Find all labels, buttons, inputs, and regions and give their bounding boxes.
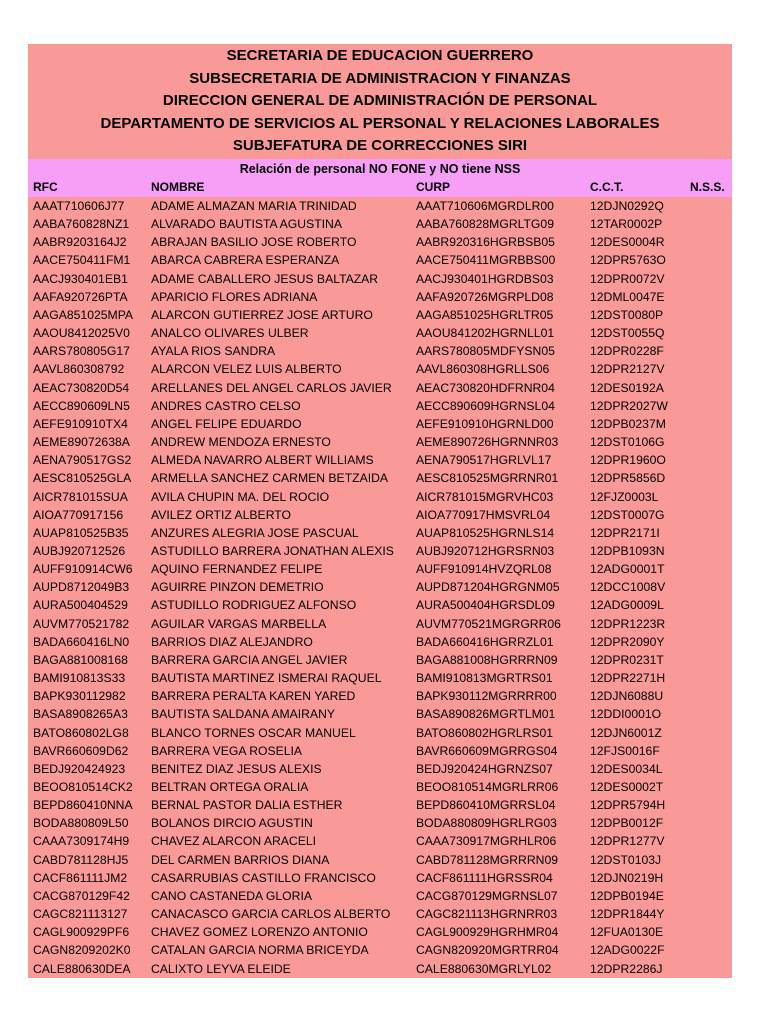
column-header-rfc: RFC [33, 180, 58, 194]
table-row [28, 451, 732, 469]
header-line-2: SUBSECRETARIA DE ADMINISTRACION Y FINANZAS [189, 69, 571, 87]
nombre-cell: ASTUDILLO BARRERA JONATHAN ALEXIS [151, 543, 394, 558]
curp-cell: AUVM770521MGRGRR06 [416, 616, 561, 631]
curp-cell: AICR781015MGRVHC03 [416, 489, 554, 504]
nombre-cell: CHAVEZ ALARCON ARACELI [151, 834, 317, 849]
nombre-cell: BERNAL PASTOR DALIA ESTHER [151, 798, 343, 813]
curp-cell: BODA880809HGRLRG03 [416, 816, 557, 831]
table-row [28, 941, 732, 959]
rfc-cell: AEME89072638A [33, 435, 130, 450]
table-row [28, 851, 732, 869]
table-row [28, 560, 732, 578]
table-row [28, 742, 732, 760]
header-line-3: DIRECCION GENERAL DE ADMINISTRACIÓN DE PERSONAL [162, 92, 598, 110]
nombre-cell: AGUILAR VARGAS MARBELLA [151, 616, 327, 631]
table-row [28, 651, 732, 669]
cct-cell: 12DST0080P [590, 307, 664, 322]
rfc-cell: CAAA7309174H9 [33, 834, 130, 849]
curp-cell: AAFA920726MGRPLD08 [416, 289, 554, 304]
curp-cell: AENA790517HGRLVL17 [416, 453, 552, 468]
table-row [28, 814, 732, 832]
table-row [28, 633, 732, 651]
nombre-cell: CALIXTO LEYVA ELEIDE [151, 961, 291, 976]
nombre-cell: AVILA CHUPIN MA. DEL ROCIO [151, 489, 330, 504]
cct-cell: 12DPR1277V [590, 834, 665, 849]
cct-cell: 12DJN6088U [590, 689, 664, 704]
rfc-cell: BAGA881008168 [33, 652, 128, 667]
curp-cell: AAVL860308HGRLLS06 [416, 362, 550, 377]
curp-cell: CACF861111HGRSSR04 [416, 870, 553, 885]
nombre-cell: ARELLANES DEL ANGEL CARLOS JAVIER [151, 380, 392, 395]
rfc-cell: CACG870129F42 [33, 888, 130, 903]
table-row [28, 832, 732, 850]
rfc-cell: AUVM770521782 [33, 616, 130, 631]
rfc-cell: AAFA920726PTA [33, 289, 128, 304]
nombre-cell: ARMELLA SANCHEZ CARMEN BETZAIDA [151, 471, 389, 486]
rfc-cell: BASA8908265A3 [33, 707, 128, 722]
rfc-cell: BEOO810514CK2 [33, 780, 133, 794]
table-row [28, 542, 732, 560]
nombre-cell: BLANCO TORNES OSCAR MANUEL [151, 725, 356, 740]
column-header-curp: CURP [416, 180, 451, 194]
rfc-cell: AABA760828NZ1 [33, 217, 130, 232]
table-row [28, 887, 732, 905]
curp-cell: AARS780805MDFYSN05 [416, 344, 555, 359]
table-row [28, 615, 732, 633]
rfc-cell: AUPD8712049B3 [33, 580, 130, 595]
table-row [28, 705, 732, 723]
nombre-cell: ASTUDILLO RODRIGUEZ ALFONSO [151, 598, 357, 613]
cct-cell: 12DCC1008V [590, 580, 666, 595]
curp-cell: AABA760828MGRLTG09 [416, 217, 554, 232]
cct-cell: 12ADG0009L [590, 598, 664, 613]
table-row [28, 360, 732, 378]
nombre-cell: AYALA RIOS SANDRA [151, 344, 276, 359]
table-row [28, 778, 732, 796]
cct-cell: 12DPR2127V [590, 362, 665, 377]
rfc-cell: AACJ930401EB1 [33, 271, 128, 286]
cct-cell: 12DJN6001Z [590, 725, 662, 740]
curp-cell: BAGA881008HGRRRN09 [416, 652, 558, 667]
rfc-cell: AARS780805G17 [33, 344, 130, 359]
nombre-cell: AQUINO FERNANDEZ FELIPE [151, 562, 323, 577]
table-row [28, 960, 732, 978]
curp-cell: BAMI910813MGRTRS01 [416, 671, 553, 686]
nombre-cell: ANDRES CASTRO CELSO [151, 398, 301, 413]
curp-cell: AABR920316HGRBSB05 [416, 235, 555, 250]
cct-cell: 12DPR2090Y [590, 634, 665, 649]
rfc-cell: AURA500404529 [33, 598, 128, 613]
curp-cell: AAAT710606MGRDLR00 [416, 199, 554, 213]
nombre-cell: BAUTISTA MARTINEZ ISMERAI RAQUEL [151, 671, 382, 686]
nombre-cell: AVILEZ ORTIZ ALBERTO [151, 507, 291, 522]
cct-cell: 12DPR1844Y [590, 907, 665, 922]
column-header-nss: N.S.S. [690, 180, 725, 194]
cct-cell: 12DPR5763O [590, 253, 666, 268]
cct-cell: 12DPR0228F [590, 344, 664, 359]
cct-cell: 12DPB0012F [590, 816, 664, 831]
cct-cell: 12TAR0002P [590, 217, 663, 232]
table-row [28, 288, 732, 306]
cct-cell: 12DPR5794H [590, 798, 666, 813]
nombre-cell: ANZURES ALEGRIA JOSE PASCUAL [151, 525, 359, 540]
curp-cell: AUBJ920712HGRSRN03 [416, 543, 555, 558]
rfc-cell: BAMI910813S33 [33, 671, 126, 686]
curp-cell: AEAC730820HDFRNR04 [416, 380, 555, 395]
rfc-cell: CALE880630DEA [33, 961, 131, 976]
nombre-cell: ANALCO OLIVARES ULBER [151, 326, 309, 341]
cct-cell: 12DDI0001O [590, 707, 662, 722]
table-row [28, 596, 732, 614]
nombre-cell: BELTRAN ORTEGA ORALIA [151, 780, 309, 794]
rfc-cell: AUFF910914CW6 [33, 562, 133, 577]
curp-cell: CAAA730917MGRHLR06 [416, 834, 557, 849]
curp-cell: AUAP810525HGRNLS14 [416, 525, 555, 540]
rfc-cell: AAGA851025MPA [33, 307, 134, 322]
nombre-cell: CHAVEZ GOMEZ LORENZO ANTONIO [151, 925, 368, 940]
table-row [28, 524, 732, 542]
rfc-cell: AECC890609LN5 [33, 398, 130, 413]
cct-cell: 12DPR1223R [590, 616, 666, 631]
curp-cell: CAGL900929HGRHMR04 [416, 925, 559, 940]
table-row [28, 724, 732, 742]
table-row [28, 215, 732, 233]
column-header-cct: C.C.T. [590, 180, 624, 194]
cct-cell: 12FJZ0003L [590, 489, 659, 504]
nombre-cell: CASARRUBIAS CASTILLO FRANCISCO [151, 870, 376, 885]
curp-cell: AEFE910910HGRNLD00 [416, 416, 554, 431]
cct-cell: 12DPR0231T [590, 652, 664, 667]
curp-cell: BAPK930112MGRRRR00 [416, 689, 557, 704]
nombre-cell: BARRERA VEGA ROSELIA [151, 743, 303, 758]
cct-cell: 12DPB1093N [590, 543, 665, 558]
curp-cell: AIOA770917HMSVRL04 [416, 507, 551, 522]
rfc-cell: CAGC821113127 [33, 907, 128, 922]
nombre-cell: ALMEDA NAVARRO ALBERT WILLIAMS [151, 453, 374, 468]
cct-cell: 12ADG0022F [590, 943, 665, 958]
rfc-cell: CACF861111JM2 [33, 870, 128, 885]
cct-cell: 12FJS0016F [590, 743, 660, 758]
table-row [28, 197, 732, 215]
nombre-cell: CATALAN GARCIA NORMA BRICEYDA [151, 943, 369, 958]
cct-cell: 12DPR0072V [590, 271, 665, 286]
rfc-cell: AEFE910910TX4 [33, 416, 128, 431]
table-row [28, 270, 732, 288]
nombre-cell: DEL CARMEN BARRIOS DIANA [151, 852, 330, 867]
curp-cell: AURA500404HGRSDL09 [416, 598, 555, 613]
nombre-cell: ADAME CABALLERO JESUS BALTAZAR [151, 271, 379, 286]
curp-cell: AEME890726HGRNNR03 [416, 435, 559, 450]
cct-cell: 12DST0106G [590, 435, 665, 450]
nombre-cell: ANGEL FELIPE EDUARDO [151, 416, 302, 431]
curp-cell: CALE880630MGRLYL02 [416, 961, 552, 976]
rfc-cell: BEDJ920424923 [33, 761, 126, 776]
nombre-cell: AGUIRRE PINZON DEMETRIO [151, 580, 324, 595]
nombre-cell: CANO CASTANEDA GLORIA [151, 888, 312, 903]
rfc-cell: AAVL860308792 [33, 362, 125, 377]
cct-cell: 12DES0004R [590, 235, 665, 250]
cct-cell: 12FUA0130E [590, 925, 664, 940]
cct-cell: 12DST0007G [590, 507, 665, 522]
nombre-cell: ALARCON VELEZ LUIS ALBERTO [151, 362, 342, 377]
table-row [28, 687, 732, 705]
header-line-4: DEPARTAMENTO DE SERVICIOS AL PERSONAL Y RELACIONES LABORALES [100, 114, 660, 132]
rfc-cell: AUBJ920712526 [33, 543, 126, 558]
rfc-cell: CAGN8209202K0 [33, 943, 131, 958]
rfc-cell: AAOU8412025V0 [33, 326, 130, 341]
rfc-cell: AACE750411FM1 [33, 253, 131, 268]
rfc-cell: BODA880809L50 [33, 816, 129, 831]
nombre-cell: ADAME ALMAZAN MARIA TRINIDAD [151, 199, 357, 213]
rfc-cell: AICR781015SUA [33, 489, 128, 504]
table-row [28, 760, 732, 778]
rfc-cell: AESC810525GLA [33, 471, 132, 486]
table-body [28, 197, 732, 978]
column-header-nombre: NOMBRE [151, 180, 205, 194]
curp-cell: CABD781128MGRRRN09 [416, 852, 559, 867]
cct-cell: 12DPR2171I [590, 525, 660, 540]
cct-cell: 12DES0034L [590, 761, 663, 776]
nombre-cell: BARRERA PERALTA KAREN YARED [151, 689, 356, 704]
table-row [28, 488, 732, 506]
table-row [28, 578, 732, 596]
nombre-cell: BENITEZ DIAZ JESUS ALEXIS [151, 761, 322, 776]
rfc-cell: BADA660416LN0 [33, 634, 130, 649]
table-row [28, 306, 732, 324]
table-row [28, 923, 732, 941]
nombre-cell: BAUTISTA SALDANA AMAIRANY [151, 707, 335, 722]
curp-cell: AECC890609HGRNSL04 [416, 398, 555, 413]
table-row [28, 469, 732, 487]
curp-cell: BASA890826MGRTLM01 [416, 707, 556, 722]
curp-cell: BAVR660609MGRRGS04 [416, 743, 558, 758]
nombre-cell: APARICIO FLORES ADRIANA [151, 289, 318, 304]
curp-cell: AAGA851025HGRLTR05 [416, 307, 554, 322]
curp-cell: BADA660416HGRRZL01 [416, 634, 554, 649]
rfc-cell: AEAC730820D54 [33, 380, 130, 395]
curp-cell: BEDJ920424HGRNZS07 [416, 761, 553, 776]
rfc-cell: BATO860802LG8 [33, 725, 129, 740]
nombre-cell: ABRAJAN BASILIO JOSE ROBERTO [151, 235, 357, 250]
rfc-cell: AENA790517GS2 [33, 453, 132, 468]
curp-cell: AACJ930401HGRDBS03 [416, 271, 554, 286]
curp-cell: AACE750411MGRBBS00 [416, 253, 556, 268]
cct-cell: 12DST0103J [590, 852, 662, 867]
cct-cell: 12DPB0237M [590, 416, 666, 431]
curp-cell: CAGC821113HGRNRR03 [416, 907, 558, 922]
spreadsheet [28, 44, 732, 978]
nombre-cell: CANACASCO GARCIA CARLOS ALBERTO [151, 907, 391, 922]
cct-cell: 12DJN0292Q [590, 199, 664, 213]
rfc-cell: CABD781128HJ5 [33, 852, 129, 867]
rfc-cell: BEPD860410NNA [33, 798, 133, 813]
curp-cell: BEPD860410MGRRSL04 [416, 798, 556, 813]
rfc-cell: CAGL900929PF6 [33, 925, 130, 940]
table-row [28, 342, 732, 360]
nombre-cell: ALARCON GUTIERREZ JOSE ARTURO [151, 307, 373, 322]
header-line-5: SUBJEFATURA DE CORRECCIONES SIRI [232, 137, 528, 155]
curp-cell: CAGN820920MGRTRR04 [416, 943, 559, 958]
cct-cell: 12DPR1960O [590, 453, 666, 468]
cct-cell: 12DJN0219H [590, 870, 664, 885]
table-row [28, 869, 732, 887]
table-row [28, 233, 732, 251]
curp-cell: BATO860802HGRLRS01 [416, 725, 554, 740]
cct-cell: 12DES0002T [590, 780, 664, 794]
table-row [28, 506, 732, 524]
table-subheader [28, 159, 732, 197]
table-row [28, 397, 732, 415]
report-subtitle: Relación de personal NO FONE y NO tiene NSS [239, 162, 521, 176]
cct-cell: 12DES0192A [590, 380, 664, 395]
document-header [28, 44, 732, 159]
cct-cell: 12DPR2286J [590, 961, 663, 976]
rfc-cell: AIOA770917156 [33, 507, 124, 522]
table-row [28, 433, 732, 451]
cct-cell: 12DPR2271H [590, 671, 666, 686]
curp-cell: AESC810525MGRRNR01 [416, 471, 559, 486]
cct-cell: 12DPR2027W [590, 398, 668, 413]
table-row [28, 669, 732, 687]
nombre-cell: ALVARADO BAUTISTA AGUSTINA [151, 217, 342, 232]
cct-cell: 12DPB0194E [590, 888, 664, 903]
curp-cell: AUPD871204HGRGNM05 [416, 580, 560, 595]
table-row [28, 905, 732, 923]
nombre-cell: BARRIOS DIAZ ALEJANDRO [151, 634, 313, 649]
nombre-cell: ANDREW MENDOZA ERNESTO [151, 435, 331, 450]
cct-cell: 12DST0055Q [590, 326, 665, 341]
rfc-cell: AABR9203164J2 [33, 235, 127, 250]
cct-cell: 12DML0047E [590, 289, 665, 304]
rfc-cell: BAVR660609D62 [33, 743, 129, 758]
rfc-cell: AAAT710606J77 [33, 199, 125, 213]
curp-cell: CACG870129MGRNSL07 [416, 888, 558, 903]
rfc-cell: BAPK930112982 [33, 689, 126, 704]
table-row [28, 251, 732, 269]
nombre-cell: ABARCA CABRERA ESPERANZA [151, 253, 340, 268]
table-row [28, 324, 732, 342]
curp-cell: AAOU841202HGRNLL01 [416, 326, 555, 341]
cct-cell: 12ADG0001T [590, 562, 665, 577]
nombre-cell: BARRERA GARCIA ANGEL JAVIER [151, 652, 348, 667]
curp-cell: BEOO810514MGRLRR06 [416, 780, 559, 794]
table-row [28, 415, 732, 433]
curp-cell: AUFF910914HVZQRL08 [416, 562, 552, 577]
header-line-1: SECRETARIA DE EDUCACION GUERRERO [226, 47, 534, 64]
rfc-cell: AUAP810525B35 [33, 525, 129, 540]
cct-cell: 12DPR5856D [590, 471, 666, 486]
table-row [28, 379, 732, 397]
nombre-cell: BOLANOS DIRCIO AGUSTIN [151, 816, 313, 831]
table-row [28, 796, 732, 814]
